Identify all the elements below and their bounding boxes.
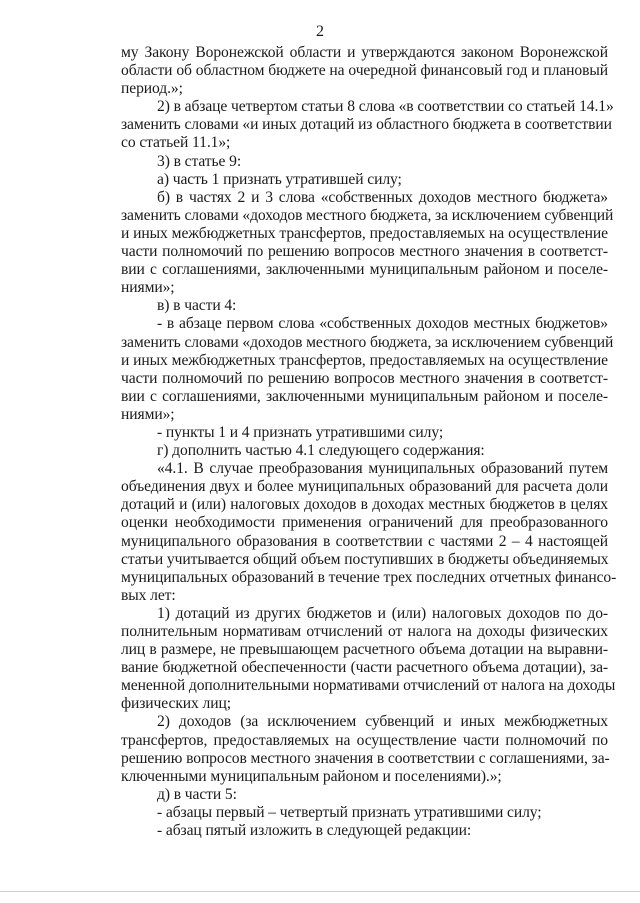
document-body [121, 44, 617, 840]
text-line: муниципальных образований в течение трех последних отчетных финансо- [121, 568, 617, 586]
text-line: в) в части 4: [157, 297, 237, 315]
text-line: ключенными муниципальным районом и поселениями).»; [121, 767, 502, 785]
text-line: муниципального образования в соответствии с частями 2 – 4 настоящей [121, 532, 608, 550]
text-line: вых лет: [121, 586, 176, 604]
text-line: - абзацы первый – четвертый признать утратившими силу; [157, 803, 542, 821]
text-line: а) часть 1 признать утратившей силу; [157, 170, 402, 188]
text-line: - абзац пятый изложить в следующей редакции: [157, 822, 472, 840]
text-line: дотаций и (или) налоговых доходов в доходах местных бюджетов в целях [121, 496, 608, 514]
text-line: - в абзаце первом слова «собственных доходов местных бюджетов» [157, 315, 608, 333]
text-line: ниями»; [121, 279, 175, 297]
text-line: части полномочий по решению вопросов местного значения в соответст- [121, 243, 608, 261]
text-line: д) в части 5: [157, 785, 237, 803]
text-line: части полномочий по решению вопросов местного значения в соответст- [121, 369, 608, 387]
text-line: му Закону Воронежской области и утверждаются законом Воронежской [121, 44, 608, 61]
text-line: 2) в абзаце четвертом статьи 8 слова «в соответствии со статьей 14.1» [157, 98, 614, 116]
page-number: 2 [316, 23, 324, 40]
page-bottom-divider [0, 891, 640, 892]
text-line: г) дополнить частью 4.1 следующего содержания: [157, 442, 485, 460]
text-line: статьи учитывается общий объем поступивших в бюджеты объединяемых [121, 550, 609, 568]
text-line: вии с соглашениями, заключенными муниципальным районом и поселе- [121, 261, 608, 279]
text-line: заменить словами «доходов местного бюджета, за исключением субвенций [121, 333, 614, 351]
text-line: заменить словами «и иных дотаций из областного бюджета в соответствии [121, 116, 612, 134]
text-line: вание бюджетной обеспеченности (части расчетного объема дотации), за- [121, 659, 608, 677]
text-line: решению вопросов местного значения в соответствии с соглашениями, за- [121, 749, 610, 767]
text-line: и иных межбюджетных трансфертов, предоставляемых на осуществление [121, 224, 608, 242]
text-line: физических лиц; [121, 695, 231, 713]
text-line: объединения двух и более муниципальных образований для расчета доли [121, 478, 608, 496]
text-line: и иных межбюджетных трансфертов, предоставляемых на осуществление [121, 351, 608, 369]
text-line: мененной дополнительными нормативами отчислений от налога на доходы [121, 677, 616, 695]
text-line: ниями»; [121, 405, 175, 423]
text-line: б) в частях 2 и 3 слова «собственных доходов местного бюджета» [157, 188, 608, 206]
text-line: полнительным нормативам отчислений от налога на доходы физических [121, 623, 608, 640]
text-line: области об областном бюджете на очередной финансовый год и плановый [121, 62, 608, 80]
text-line: период.»; [121, 80, 183, 98]
text-line: лиц в размере, не превышающем расчетного объема дотации на выравни- [121, 641, 608, 659]
text-line: со статьей 11.1»; [121, 134, 231, 152]
text-line: «4.1. В случае преобразования муниципальных образований путем [157, 460, 608, 478]
text-line: заменить словами «доходов местного бюджета, за исключением субвенций [121, 206, 614, 224]
text-line: вии с соглашениями, заключенными муниципальным районом и поселе- [121, 387, 608, 405]
text-line: оценки необходимости применения ограничений для преобразованного [121, 514, 608, 532]
text-line: - пункты 1 и 4 признать утратившими силу; [157, 423, 444, 441]
text-line: трансфертов, предоставляемых на осуществление части полномочий по [121, 731, 608, 749]
text-line: 2) доходов (за исключением субвенций и иных межбюджетных [157, 713, 608, 731]
text-line: 3) в статье 9: [157, 152, 242, 170]
text-line: 1) дотаций из других бюджетов и (или) налоговых доходов по до- [157, 604, 608, 622]
